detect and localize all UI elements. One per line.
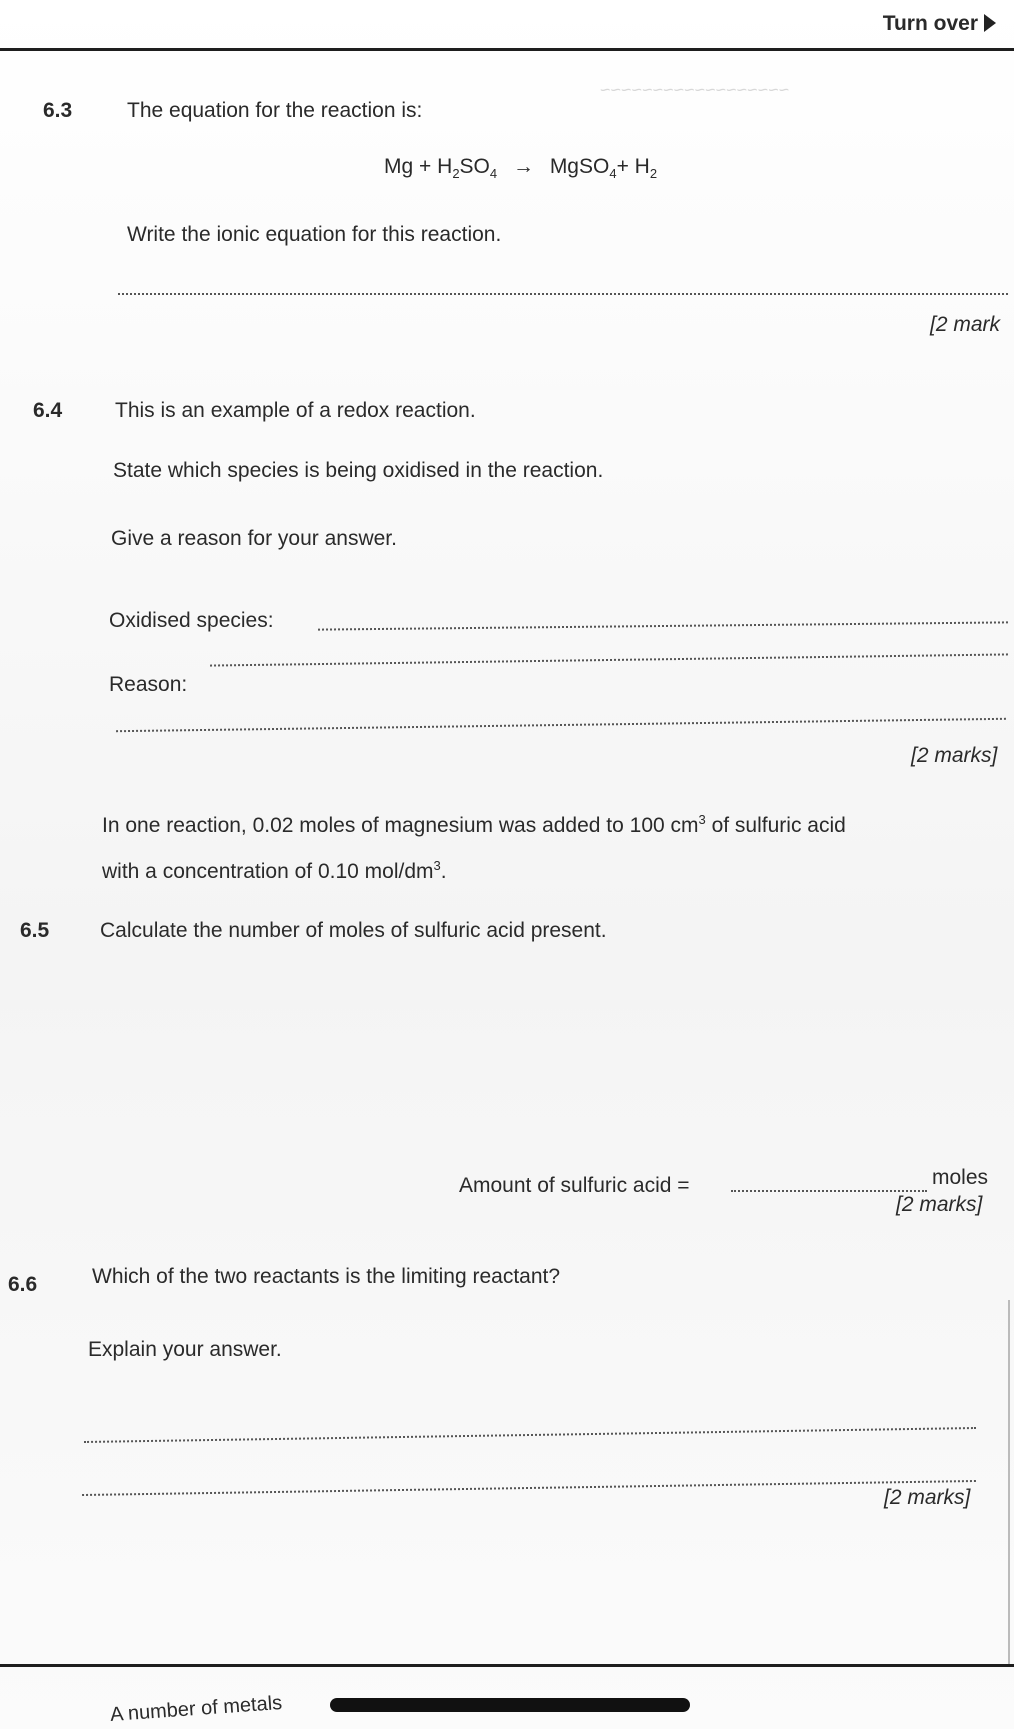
right-triangle-icon [984, 14, 996, 32]
q64-prompt: This is an example of a redox reaction. [115, 399, 476, 422]
q63-answer-line[interactable] [118, 293, 1008, 295]
reaction-intro-line-1: In one reaction, 0.02 moles of magnesium was added to 100 $cm^3$ of sulfuric acid [102, 812, 846, 837]
q63-instruction: Write the ionic equation for this reaction. [127, 223, 502, 246]
oxidised-species-label: Oxidised species: [109, 609, 274, 632]
q63-marks: [2 mark [930, 313, 1001, 336]
turn-over-label: Turn over [883, 12, 996, 36]
q65-marks: [2 marks] [896, 1193, 983, 1216]
q66-answer-line-1[interactable] [84, 1427, 976, 1443]
q66-explain: Explain your answer. [88, 1338, 282, 1361]
q64-marks: [2 marks] [911, 744, 998, 767]
right-margin-line [1008, 1300, 1010, 1664]
show-through-texture: ~~~~~~~~~~~~~~~~~~ [600, 80, 790, 100]
q64-reason-prompt: Give a reason for your answer. [111, 527, 397, 550]
q63-prompt: The equation for the reaction is: [127, 99, 423, 122]
q65-answer-label: Amount of sulfuric acid = [459, 1174, 690, 1197]
reason-answer-line-2[interactable] [116, 718, 1006, 732]
question-number-6-6: 6.6 [8, 1273, 38, 1296]
redaction-bar [330, 1698, 690, 1712]
reason-label: Reason: [109, 673, 188, 696]
footer-text: A number of metals [109, 1692, 283, 1726]
q66-answer-line-2[interactable] [82, 1480, 976, 1496]
q65-prompt: Calculate the number of moles of sulfuric acid present. [100, 919, 607, 942]
reason-answer-line-1[interactable] [210, 653, 1008, 666]
question-number-6-5: 6.5 [20, 919, 50, 942]
q65-unit: moles [932, 1166, 989, 1189]
bottom-rule [0, 1664, 1014, 1667]
header-rule [0, 48, 1014, 51]
q66-marks: [2 marks] [884, 1486, 971, 1509]
q64-state: State which species is being oxidised in the reaction. [113, 459, 604, 482]
question-number-6-4: 6.4 [33, 399, 63, 422]
question-number-6-3: 6.3 [43, 99, 73, 122]
chemical-equation: $Mg + H_2SO_4$ → MgSO$_4$+ $H_2$ [384, 155, 658, 182]
q65-answer-line[interactable] [731, 1190, 927, 1192]
reaction-intro-line-2: with a concentration of 0.10 mol/$dm^3$. [102, 858, 447, 883]
q66-prompt: Which of the two reactants is the limiting reactant? [92, 1265, 561, 1288]
oxidised-species-answer-line[interactable] [318, 621, 1008, 630]
